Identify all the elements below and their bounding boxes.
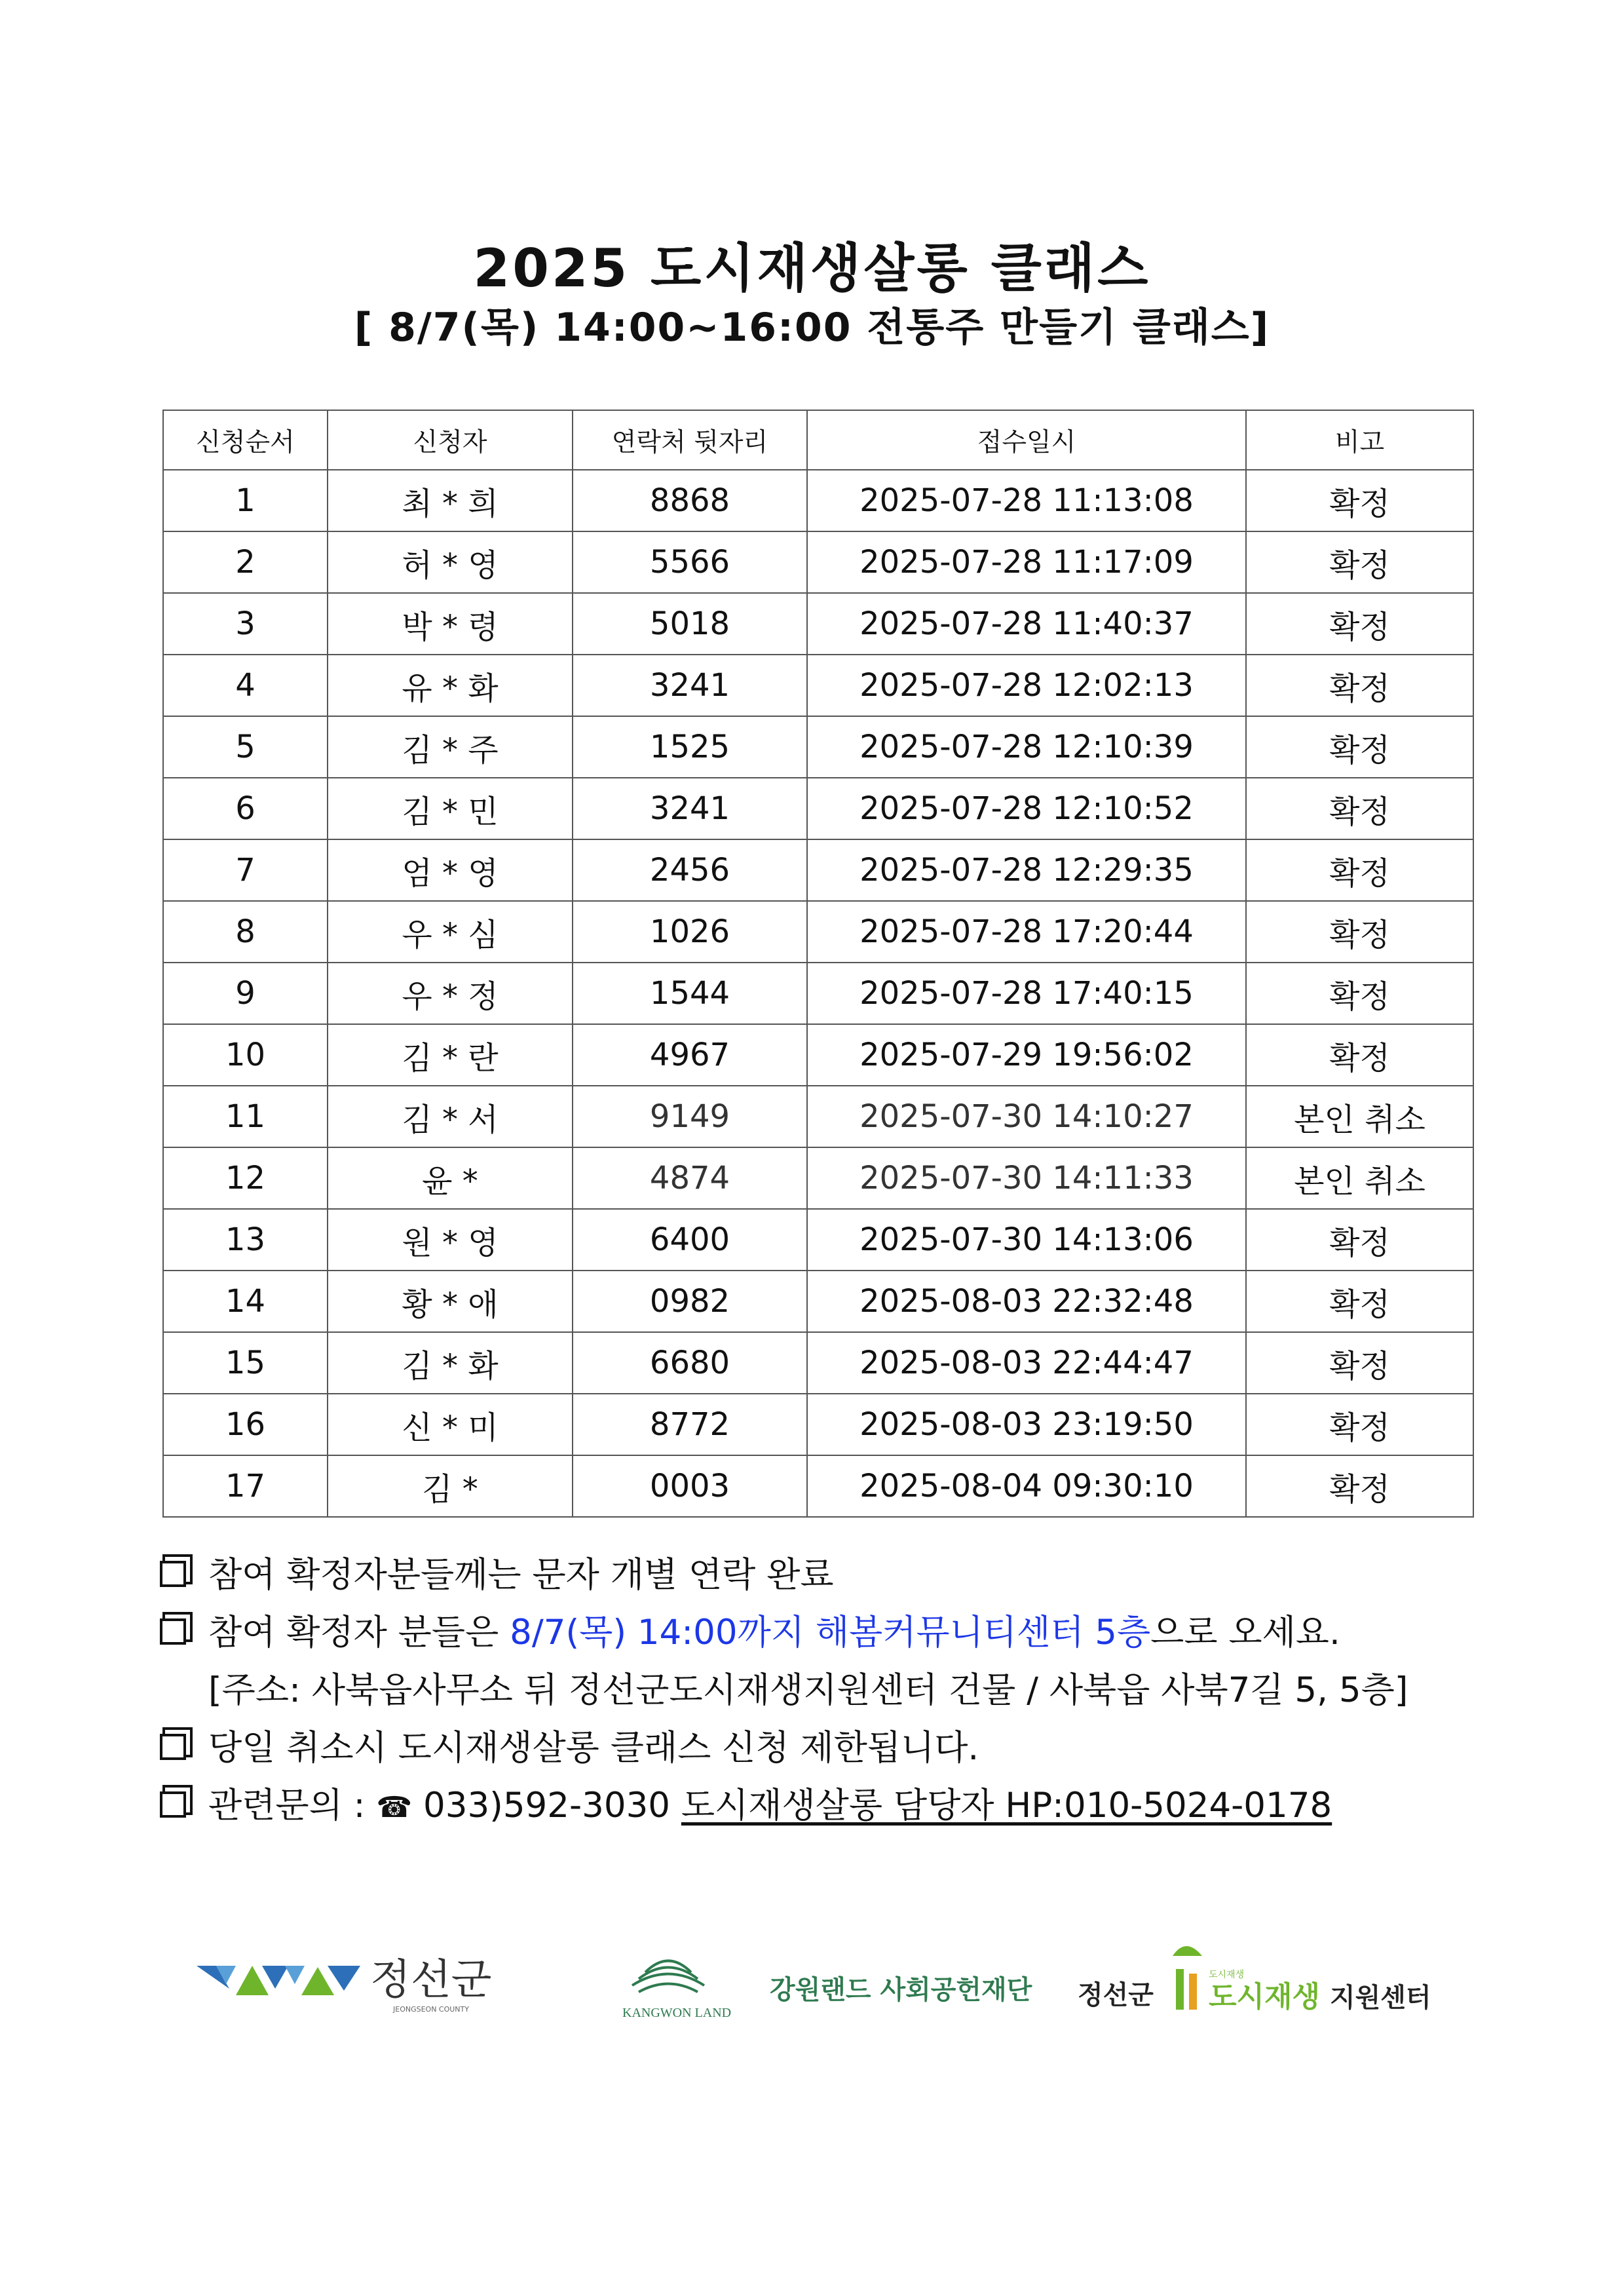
column-header: 연락처 뒷자리 bbox=[573, 410, 807, 470]
applicant-cell: 우 * 정 bbox=[328, 963, 573, 1024]
received-at-cell: 2025-07-28 11:40:37 bbox=[807, 593, 1246, 655]
meeting-place-highlight: 8/7(목) 14:00까지 해봄커뮤니티센터 5층 bbox=[510, 1613, 1151, 1653]
logo-kangwon-name: 강원랜드 사회공헌재단 bbox=[770, 1975, 1032, 2005]
phone-digits-cell: 4874 bbox=[573, 1147, 807, 1209]
order-cell: 8 bbox=[163, 901, 328, 963]
table-row bbox=[163, 1147, 1473, 1209]
table-row bbox=[163, 1271, 1473, 1332]
notice-address: [주소: 사북읍사무소 뒤 정선군도시재생지원센터 건물 / 사북읍 사북7길 5, 5층] bbox=[208, 1670, 1408, 1710]
logo-center-suffix: 지원센터 bbox=[1330, 1983, 1431, 2013]
received-at-cell: 2025-07-28 11:17:09 bbox=[807, 531, 1246, 593]
applicant-cell: 김 * 란 bbox=[328, 1024, 573, 1086]
table-row bbox=[163, 901, 1473, 963]
note-cell: 확정 bbox=[1246, 1271, 1473, 1332]
note-cell: 확정 bbox=[1246, 901, 1473, 963]
order-cell: 15 bbox=[163, 1332, 328, 1394]
column-header: 신청순서 bbox=[163, 410, 328, 470]
table-row bbox=[163, 1455, 1473, 1517]
received-at-cell: 2025-07-28 17:20:44 bbox=[807, 901, 1246, 963]
note-cell: 확정 bbox=[1246, 963, 1473, 1024]
phone-digits-cell: 8772 bbox=[573, 1394, 807, 1455]
order-cell: 4 bbox=[163, 655, 328, 716]
received-at-cell: 2025-07-29 19:56:02 bbox=[807, 1024, 1246, 1086]
applicant-cell: 윤 * bbox=[328, 1147, 573, 1209]
table-row bbox=[163, 470, 1473, 531]
phone-digits-cell: 3241 bbox=[573, 778, 807, 839]
applicant-cell: 우 * 심 bbox=[328, 901, 573, 963]
note-cell: 확정 bbox=[1246, 470, 1473, 531]
phone-digits-cell: 8868 bbox=[573, 470, 807, 531]
note-cell: 확정 bbox=[1246, 1455, 1473, 1517]
applicant-cell: 최 * 희 bbox=[328, 470, 573, 531]
kangwon-land-logo bbox=[619, 1926, 1032, 2031]
received-at-cell: 2025-07-28 12:29:35 bbox=[807, 839, 1246, 901]
order-cell: 17 bbox=[163, 1455, 328, 1517]
note-cell: 확정 bbox=[1246, 655, 1473, 716]
order-cell: 6 bbox=[163, 778, 328, 839]
order-cell: 9 bbox=[163, 963, 328, 1024]
received-at-cell: 2025-08-04 09:30:10 bbox=[807, 1455, 1246, 1517]
note-cell: 확정 bbox=[1246, 778, 1473, 839]
regeneration-center-logo bbox=[1078, 1926, 1445, 2031]
received-at-cell: 2025-08-03 22:32:48 bbox=[807, 1271, 1246, 1332]
table-header-row bbox=[163, 410, 1473, 470]
checkbox-bullet-icon bbox=[160, 1734, 186, 1760]
note-cell: 확정 bbox=[1246, 531, 1473, 593]
order-cell: 5 bbox=[163, 716, 328, 778]
phone-digits-cell: 3241 bbox=[573, 655, 807, 716]
received-at-cell: 2025-07-30 14:11:33 bbox=[807, 1147, 1246, 1209]
sponsor-logos bbox=[0, 1926, 1624, 2031]
order-cell: 3 bbox=[163, 593, 328, 655]
notice-item: 참여 확정자분들께는 문자 개별 연락 완료 bbox=[156, 1546, 1479, 1604]
phone-digits-cell: 0982 bbox=[573, 1271, 807, 1332]
table-row bbox=[163, 1332, 1473, 1394]
logo-county-sub: JEONGSEON COUNTY bbox=[393, 2005, 469, 2014]
checkbox-bullet-icon bbox=[160, 1618, 186, 1645]
applicant-cell: 박 * 령 bbox=[328, 593, 573, 655]
note-cell: 확정 bbox=[1246, 1024, 1473, 1086]
table-row bbox=[163, 1024, 1473, 1086]
received-at-cell: 2025-07-28 17:40:15 bbox=[807, 963, 1246, 1024]
logo-county-name: 정선군 bbox=[370, 1956, 492, 2004]
table-row bbox=[163, 839, 1473, 901]
notice-item: 당일 취소시 도시재생살롱 클래스 신청 제한됩니다. bbox=[156, 1719, 1479, 1777]
order-cell: 16 bbox=[163, 1394, 328, 1455]
registration-table bbox=[162, 410, 1474, 1518]
phone-digits-cell: 9149 bbox=[573, 1086, 807, 1147]
order-cell: 7 bbox=[163, 839, 328, 901]
table-row bbox=[163, 1209, 1473, 1271]
phone-digits-cell: 1525 bbox=[573, 716, 807, 778]
received-at-cell: 2025-07-30 14:13:06 bbox=[807, 1209, 1246, 1271]
received-at-cell: 2025-07-30 14:10:27 bbox=[807, 1086, 1246, 1147]
checkbox-bullet-icon bbox=[160, 1561, 186, 1587]
table-row bbox=[163, 963, 1473, 1024]
note-cell: 본인 취소 bbox=[1246, 1086, 1473, 1147]
order-cell: 13 bbox=[163, 1209, 328, 1271]
table-row bbox=[163, 531, 1473, 593]
applicant-cell: 황 * 애 bbox=[328, 1271, 573, 1332]
jeongseon-county-logo bbox=[197, 1926, 524, 2031]
applicant-cell: 김 * 화 bbox=[328, 1332, 573, 1394]
phone-digits-cell: 6680 bbox=[573, 1332, 807, 1394]
phone-digits-cell: 1544 bbox=[573, 963, 807, 1024]
column-header: 비고 bbox=[1246, 410, 1473, 470]
phone-digits-cell: 0003 bbox=[573, 1455, 807, 1517]
phone-digits-cell: 2456 bbox=[573, 839, 807, 901]
page-subtitle: [ 8/7(목) 14:00~16:00 전통주 만들기 클래스] bbox=[354, 305, 1270, 351]
notice-item: 관련문의 : ☎ 033)592-3030 도시재생살롱 담당자 HP:010-5024-0178 bbox=[156, 1777, 1479, 1835]
notice-list bbox=[156, 1546, 1479, 1835]
logo-kangwon-en: KANGWON LAND bbox=[622, 2006, 732, 2020]
logo-center-main: 도시재생 bbox=[1209, 1980, 1321, 2014]
applicant-cell: 허 * 영 bbox=[328, 531, 573, 593]
note-cell: 확정 bbox=[1246, 1332, 1473, 1394]
order-cell: 10 bbox=[163, 1024, 328, 1086]
table-row bbox=[163, 716, 1473, 778]
received-at-cell: 2025-07-28 11:13:08 bbox=[807, 470, 1246, 531]
received-at-cell: 2025-07-28 12:02:13 bbox=[807, 655, 1246, 716]
applicant-cell: 김 * 서 bbox=[328, 1086, 573, 1147]
page-title: 2025 도시재생살롱 클래스 bbox=[473, 238, 1151, 299]
logo-center-small: 도시재생 bbox=[1209, 1970, 1245, 1980]
phone-icon: ☎ bbox=[376, 1791, 413, 1824]
applicant-cell: 김 * 주 bbox=[328, 716, 573, 778]
applicant-cell: 엄 * 영 bbox=[328, 839, 573, 901]
received-at-cell: 2025-07-28 12:10:39 bbox=[807, 716, 1246, 778]
phone-digits-cell: 5566 bbox=[573, 531, 807, 593]
phone-digits-cell: 4967 bbox=[573, 1024, 807, 1086]
umbrella-icon bbox=[1173, 1946, 1202, 1956]
table-row bbox=[163, 1086, 1473, 1147]
order-cell: 11 bbox=[163, 1086, 328, 1147]
note-cell: 확정 bbox=[1246, 593, 1473, 655]
order-cell: 2 bbox=[163, 531, 328, 593]
received-at-cell: 2025-08-03 22:44:47 bbox=[807, 1332, 1246, 1394]
applicant-cell: 원 * 영 bbox=[328, 1209, 573, 1271]
received-at-cell: 2025-07-28 12:10:52 bbox=[807, 778, 1246, 839]
table-row bbox=[163, 593, 1473, 655]
received-at-cell: 2025-08-03 23:19:50 bbox=[807, 1394, 1246, 1455]
applicant-cell: 김 * bbox=[328, 1455, 573, 1517]
table-row bbox=[163, 778, 1473, 839]
table-row bbox=[163, 655, 1473, 716]
note-cell: 확정 bbox=[1246, 1394, 1473, 1455]
table-row bbox=[163, 1394, 1473, 1455]
notice-item: 참여 확정자 분들은 8/7(목) 14:00까지 해봄커뮤니티센터 5층으로 오세요. bbox=[156, 1604, 1479, 1662]
order-cell: 12 bbox=[163, 1147, 328, 1209]
applicant-cell: 신 * 미 bbox=[328, 1394, 573, 1455]
contact-info: 도시재생살롱 담당자 HP:010-5024-0178 bbox=[681, 1786, 1332, 1826]
note-cell: 확정 bbox=[1246, 716, 1473, 778]
phone-digits-cell: 1026 bbox=[573, 901, 807, 963]
order-cell: 1 bbox=[163, 470, 328, 531]
phone-digits-cell: 6400 bbox=[573, 1209, 807, 1271]
checkbox-bullet-icon bbox=[160, 1791, 186, 1818]
phone-digits-cell: 5018 bbox=[573, 593, 807, 655]
applicant-cell: 김 * 민 bbox=[328, 778, 573, 839]
note-cell: 확정 bbox=[1246, 1209, 1473, 1271]
column-header: 신청자 bbox=[328, 410, 573, 470]
note-cell: 확정 bbox=[1246, 839, 1473, 901]
note-cell: 본인 취소 bbox=[1246, 1147, 1473, 1209]
order-cell: 14 bbox=[163, 1271, 328, 1332]
logo-center-prefix: 정선군 bbox=[1078, 1980, 1154, 2010]
column-header: 접수일시 bbox=[807, 410, 1246, 470]
applicant-cell: 유 * 화 bbox=[328, 655, 573, 716]
